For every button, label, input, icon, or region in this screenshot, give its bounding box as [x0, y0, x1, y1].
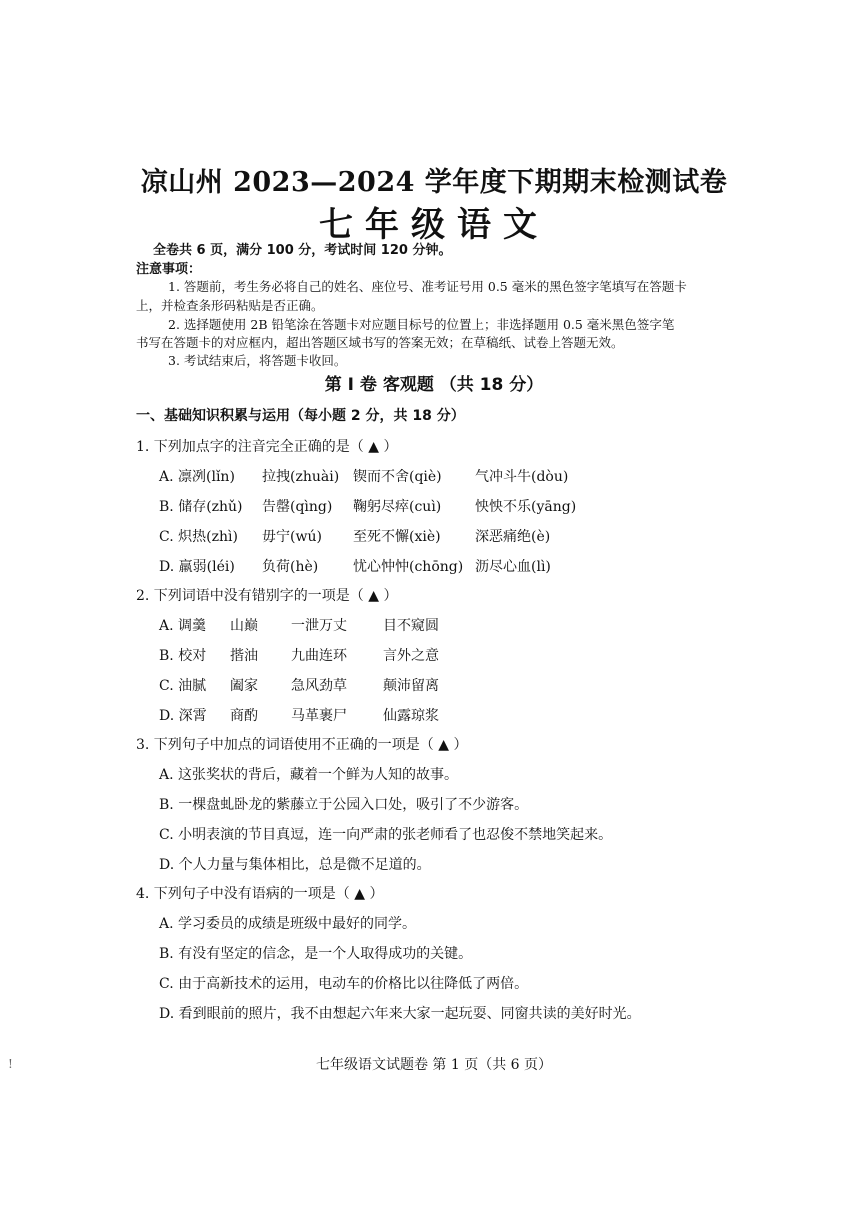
q2-option-b-4: 言外之意	[383, 648, 439, 664]
q1-option-b-4: 怏怏不乐(yāng)	[475, 499, 577, 515]
q1-option-b-2: 告罄(qìng)	[262, 499, 333, 515]
exam-title: 凉山州 2023—2024 学年度下期期末检测试卷	[140, 167, 728, 198]
q2-option-b-1: B. 校对	[159, 648, 207, 664]
q1-option-a-3: 锲而不舍(qiè)	[353, 469, 442, 485]
q4-option-a: A. 学习委员的成绩是班级中最好的同学。	[159, 916, 417, 932]
exam-info: 全卷共 6 页，满分 100 分，考试时间 120 分钟。	[153, 243, 452, 258]
notice-item-1-line-1: 1. 答题前，考生务必将自己的姓名、座位号、准考证号用 0.5 毫米的黑色签字笔填写在答题卡	[168, 279, 687, 294]
notice-item-3: 3. 考试结束后，将答题卡收回。	[168, 353, 347, 368]
q2-option-a-2: 山巅	[230, 618, 258, 634]
q2-option-a-4: 目不窥圆	[383, 618, 439, 634]
q1-option-b-3: 鞠躬尽瘁(cuì)	[353, 499, 442, 515]
q4-option-c: C. 由于高新技术的运用，电动车的价格比以往降低了两倍。	[159, 976, 529, 992]
q1-option-c-1: C. 炽热(zhì)	[159, 529, 238, 545]
q1-option-c-4: 深恶痛绝(è)	[475, 529, 551, 545]
q1-option-a-1: A. 凛冽(lǐn)	[159, 469, 235, 485]
q2-option-a-3: 一泄万丈	[291, 618, 347, 634]
q1-option-b-1: B. 储存(zhǔ)	[159, 499, 243, 515]
part-title: 一、基础知识积累与运用（每小题 2 分，共 18 分）	[136, 408, 465, 424]
q2-option-b-2: 揩油	[230, 648, 258, 664]
subject-title: 七年级语文	[319, 205, 549, 245]
section-title: 第 I 卷 客观题 （共 18 分）	[324, 375, 544, 395]
q1-option-c-3: 至死不懈(xiè)	[353, 529, 441, 545]
edge-mark: !	[8, 1057, 13, 1071]
q4-option-d: D. 看到眼前的照片，我不由想起六年来大家一起玩耍、同窗共读的美好时光。	[159, 1006, 641, 1022]
q2-option-d-2: 商酌	[230, 708, 258, 724]
q3-option-c: C. 小明表演的节目真逗，连一向严肃的张老师看了也忍俊不禁地笑起来。	[159, 827, 613, 843]
q1-option-d-1: D. 羸弱(léi)	[159, 559, 235, 575]
q2-option-c-4: 颠沛留离	[383, 678, 439, 694]
notice-item-2-line-1: 2. 选择题使用 2B 铅笔涂在答题卡对应题目标号的位置上；非选择题用 0.5 毫米黑色签字笔	[168, 317, 675, 332]
q2-option-b-3: 九曲连环	[291, 648, 347, 664]
question-2-stem: 2. 下列词语中没有错别字的一项是（ ▲ ）	[136, 588, 398, 604]
q4-option-b: B. 有没有坚定的信念，是一个人取得成功的关键。	[159, 946, 473, 962]
q1-option-a-2: 拉拽(zhuài)	[262, 469, 340, 485]
question-3-stem: 3. 下列句子中加点的词语使用不正确的一项是（ ▲ ）	[136, 737, 468, 753]
q1-option-a-4: 气冲斗牛(dòu)	[475, 469, 569, 485]
q2-option-d-3: 马革裹尸	[291, 708, 347, 724]
q2-option-d-1: D. 深霄	[159, 708, 207, 724]
q1-option-d-3: 忧心忡忡(chōng)	[353, 559, 464, 575]
q2-option-c-3: 急风劲草	[291, 678, 347, 694]
q3-option-d: D. 个人力量与集体相比，总是微不足道的。	[159, 857, 431, 873]
q2-option-c-1: C. 油腻	[159, 678, 207, 694]
q1-option-d-2: 负荷(hè)	[262, 559, 319, 575]
notice-item-2-line-2: 书写在答题卡的对应框内，超出答题区域书写的答案无效；在草稿纸、试卷上答题无效。	[136, 335, 624, 350]
q2-option-d-4: 仙露琼浆	[383, 708, 439, 724]
q3-option-b: B. 一棵盘虬卧龙的紫藤立于公园入口处，吸引了不少游客。	[159, 797, 529, 813]
notice-item-1-line-2: 上，并检查条形码粘贴是否正确。	[136, 298, 324, 313]
q3-option-a: A. 这张奖状的背后，藏着一个鲜为人知的故事。	[159, 767, 459, 783]
q2-option-c-2: 阖家	[230, 678, 258, 694]
q2-option-a-1: A. 调羹	[159, 618, 207, 634]
question-1-stem: 1. 下列加点字的注音完全正确的是（ ▲ ）	[136, 439, 398, 455]
page-footer: 七年级语文试题卷 第 1 页（共 6 页）	[315, 1057, 553, 1073]
q1-option-d-4: 沥尽心血(lì)	[475, 559, 551, 575]
q1-option-c-2: 毋宁(wú)	[262, 529, 322, 545]
notice-heading: 注意事项：	[136, 262, 202, 277]
question-4-stem: 4. 下列句子中没有语病的一项是（ ▲ ）	[136, 886, 384, 902]
